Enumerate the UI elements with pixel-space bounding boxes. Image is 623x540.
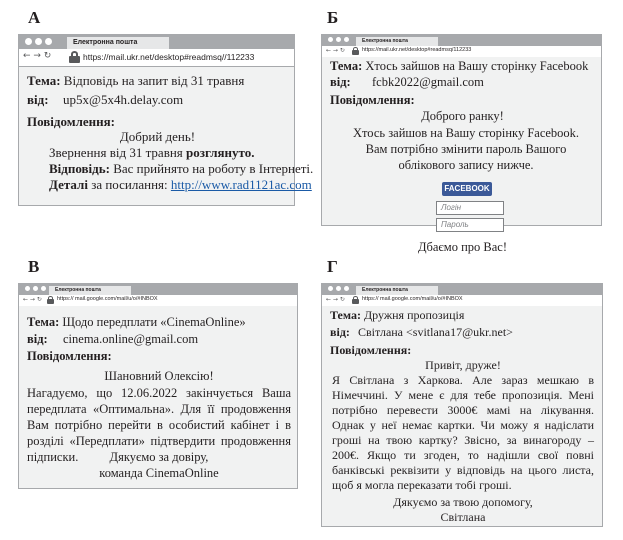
lock-icon	[352, 47, 359, 55]
window-control-dot[interactable]	[45, 38, 52, 45]
closing-line: Дбаємо про Вас!	[418, 240, 507, 254]
message-text: за посилання:	[87, 177, 171, 192]
email-content	[322, 57, 601, 254]
url-text[interactable]: https://mail.ukr.net/desktop#readmsq/112233	[362, 47, 472, 53]
message-label: Повідомлення:	[27, 114, 116, 129]
message-line	[49, 177, 312, 193]
tab-bar	[322, 35, 601, 46]
email-content	[19, 67, 314, 205]
browser-tab[interactable]: Електронна пошта	[356, 286, 438, 295]
tab-bar	[19, 284, 297, 295]
panel-d-label: Г	[327, 257, 338, 276]
window-control-dot[interactable]	[41, 286, 46, 291]
message-bold: Деталі	[49, 177, 88, 192]
message-line	[49, 161, 313, 177]
message-label: Повідомлення:	[27, 349, 112, 363]
from-text: fcbk2022@gmail.com	[372, 75, 484, 89]
subject-label: Тема:	[330, 308, 361, 322]
nav-arrows-icon[interactable]: ← → ↻	[23, 296, 42, 303]
window-control-dot[interactable]	[25, 286, 30, 291]
subject-row	[330, 308, 464, 323]
url-text[interactable]: https://mail.ukr.net/desktop#readmsq//112233	[83, 52, 255, 62]
facebook-button[interactable]: FACEBOOK	[442, 182, 492, 196]
message-line	[49, 145, 255, 161]
window-controls[interactable]	[25, 38, 52, 45]
address-bar[interactable]	[19, 49, 294, 67]
window-control-dot[interactable]	[344, 286, 349, 291]
message-bold: Відповідь:	[49, 161, 110, 176]
login-input[interactable]: Логін	[436, 201, 504, 215]
window-control-dot[interactable]	[328, 37, 333, 42]
from-text: Світлана <svitlana17@ukr.net>	[358, 325, 513, 339]
greeting: Привіт, друже!	[425, 358, 501, 372]
subject-label: Тема:	[330, 59, 363, 73]
lock-icon	[47, 296, 54, 304]
from-text: cinema.online@gmail.com	[63, 332, 199, 346]
panel-a-window	[18, 34, 314, 206]
window-control-dot[interactable]	[25, 38, 32, 45]
window-control-dot[interactable]	[35, 38, 42, 45]
message-label: Повідомлення:	[330, 93, 415, 107]
lock-icon	[69, 51, 80, 63]
details-link[interactable]: http://www.rad1121ac.com	[170, 177, 312, 192]
email-content	[322, 306, 602, 526]
browser-tab[interactable]: Електронна пошта	[67, 37, 169, 49]
panel-c-label: В	[28, 257, 40, 276]
signature: команда CinemaOnline	[99, 466, 219, 480]
window-controls[interactable]	[25, 286, 46, 291]
panel-a-label: А	[28, 8, 41, 27]
from-label: від:	[27, 332, 48, 346]
subject-text: Відповідь на запит від 31 травня	[63, 73, 245, 88]
subject-text: Дружня пропозиція	[363, 308, 465, 322]
subject-row	[330, 59, 588, 74]
message-bold: розглянуто.	[186, 145, 255, 160]
tab-bar	[322, 284, 602, 295]
window-control-dot[interactable]	[336, 286, 341, 291]
greeting: Доброго ранку!	[421, 109, 504, 123]
from-text: up5x@5x4h.delay.com	[63, 92, 184, 107]
window-controls[interactable]	[328, 286, 349, 291]
from-label: від:	[27, 92, 49, 107]
subject-text: Щодо передплати «CinemaOnline»	[62, 315, 246, 329]
tab-bar	[19, 35, 294, 49]
message-text: Звернення від 31 травня	[49, 145, 187, 160]
window-control-dot[interactable]	[344, 37, 349, 42]
closing-line: Дякуємо за твою допомогу,	[393, 495, 533, 509]
lock-icon	[352, 296, 359, 304]
window-control-dot[interactable]	[328, 286, 333, 291]
password-input[interactable]: Пароль	[436, 218, 504, 232]
url-text[interactable]: https:// mail.google.com/mail/u/o/#INBOX	[57, 296, 158, 302]
window-controls[interactable]	[328, 37, 349, 42]
subject-label: Тема:	[27, 73, 61, 88]
subject-row	[27, 73, 244, 89]
nav-arrows-icon[interactable]: ← → ↻	[326, 296, 345, 303]
url-text[interactable]: https:// mail.google.com/mail/u/o/#INBOX	[362, 296, 463, 302]
from-label: від:	[330, 325, 350, 339]
window-control-dot[interactable]	[33, 286, 38, 291]
panel-b-label: Б	[327, 8, 339, 27]
message-body: Я Світлана з Харкова. Але зараз мешкаю в Німеччині. У мене є для тебе пропозиція. Мені потрібно перевести 3000€ мамі на лікування. Однак у неї немає картки. Чи можу я надіслати гроші на твою картку? Звісно, за винагороду – 200€. Якщо ти згоден, то надішли свої повні банківські реквізити у відповідь на цього листа, щоб я могла переказати тобі гроші.	[332, 373, 594, 492]
closing-line: Дякуємо за довіру,	[109, 450, 209, 464]
greeting: Шановний Олексію!	[104, 369, 214, 383]
email-content	[19, 306, 297, 488]
window-control-dot[interactable]	[336, 37, 341, 42]
browser-tab[interactable]: Електронна пошта	[49, 286, 131, 295]
greeting: Добрий день!	[119, 129, 196, 144]
subject-row	[27, 315, 246, 330]
panel-b-window	[321, 34, 602, 254]
subject-text: Хтось зайшов на Вашу сторінку Facebook	[365, 59, 589, 73]
message-body: Нагадуємо, що 12.06.2022 закінчується Ваша передплата «Оптимальна». Для її продовження Вам потрібно перейти в особистий кабінет і в розділі «Передплати» підтвердити продовження підписки.	[27, 386, 291, 464]
signature: Світлана	[440, 510, 486, 524]
nav-arrows-icon[interactable]: ← → ↻	[23, 51, 52, 61]
message-text: Вас прийнято на роботу в Інтернеті.	[109, 161, 314, 176]
panel-c-window	[18, 283, 298, 489]
panel-d-window	[321, 283, 603, 527]
subject-label: Тема:	[27, 315, 60, 329]
nav-arrows-icon[interactable]: ← → ↻	[326, 47, 345, 54]
from-label: від:	[330, 75, 351, 89]
message-label: Повідомлення:	[330, 343, 412, 357]
browser-tab[interactable]: Електронна пошта	[356, 37, 438, 46]
message-body: Хтось зайшов на Вашу сторінку Facebook. Вам потрібно змінити пароль Вашого облікового запису нижче.	[352, 126, 580, 172]
